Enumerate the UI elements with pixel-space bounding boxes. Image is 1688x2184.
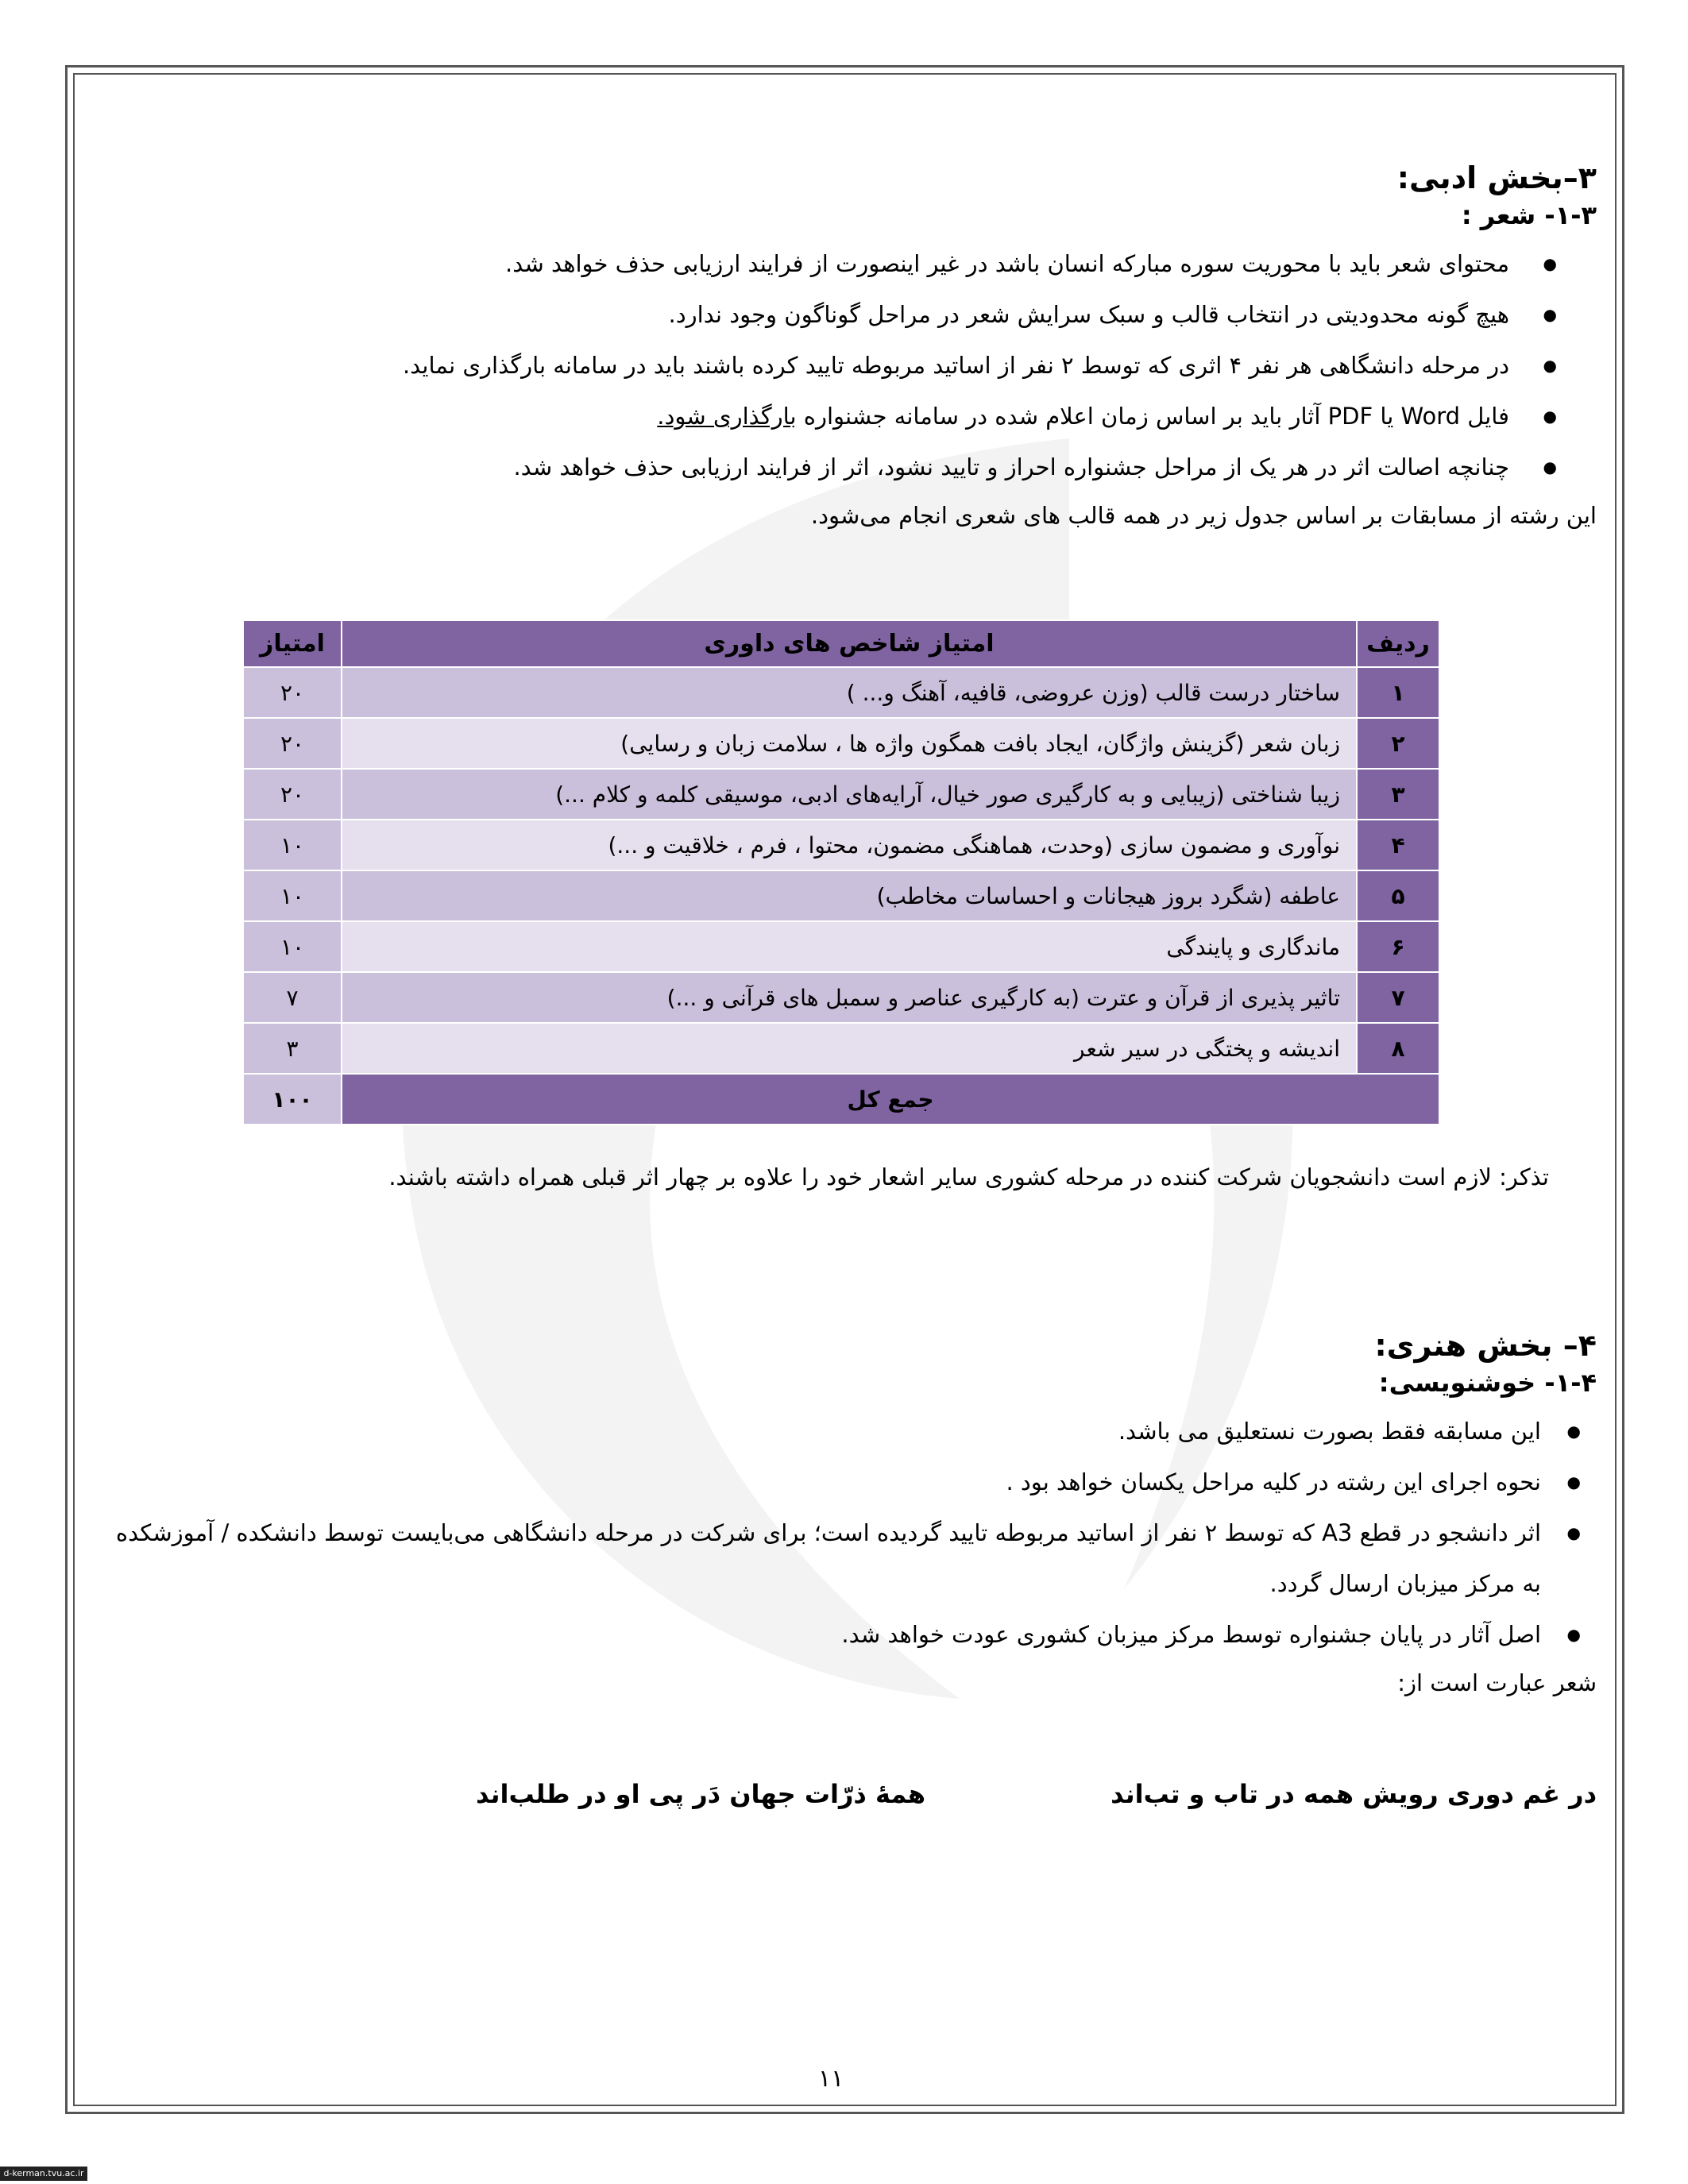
poem-intro: شعر عبارت است از: [1397,1669,1597,1696]
table-row [243,820,1439,870]
row-number: ۸ [1357,1023,1439,1074]
table-row [243,870,1439,921]
row-number: ۴ [1357,820,1439,870]
row-criteria: ماندگاری و پایندگی [342,921,1357,972]
row-number: ۲ [1357,718,1439,769]
verse-left-hemistich: همهٔ ذرّات جهان دَر پی او در طلب‌اند [476,1779,925,1809]
list-item: ● اثر دانشجو در قطع A3 که توسط ۲ نفر از اساتید مربوطه تایید گردیده است؛ برای شرکت در مرحله دانشگاهی می‌بایست توسط دانشکده / آموزشکده به مرکز میزبان ارسال گردد. [111,1507,1541,1609]
table-row [243,667,1439,718]
row-number: ۳ [1357,769,1439,820]
table-header-row [243,620,1439,667]
list-item: ● در مرحله دانشگاهی هر نفر ۴ اثری که توسط ۲ نفر از اساتید مربوطه تایید کرده باشند باید در سامانه بارگذاری نماید. [111,340,1509,391]
page-number: ۱۱ [818,2065,844,2093]
table-row [243,769,1439,820]
row-criteria: عاطفه (شگرد بروز هیجانات و احساسات مخاطب) [342,870,1357,921]
verse-right-hemistich: در غم دوری رویش همه در تاب و تب‌اند [1111,1779,1597,1809]
header-criteria: امتیاز شاخص های داوری [342,620,1357,667]
row-number: ۶ [1357,921,1439,972]
list-item: ● اصل آثار در پایان جشنواره توسط مرکز میزبان کشوری عودت خواهد شد. [111,1609,1541,1660]
note-text: تذکر: لازم است دانشجویان شرکت کننده در مرحله کشوری سایر اشعار خود را علاوه بر چهار اثر قبلی همراه داشته باشند. [388,1163,1549,1190]
poetry-subheading: ۱-۳- شعر : [1461,200,1597,230]
row-score: ۷ [243,972,342,1023]
header-score: امتیاز [243,620,342,667]
total-value: ۱۰۰ [243,1074,342,1125]
site-logo: d-kerman.tvu.ac.ir [0,2167,87,2181]
header-row-number: ردیف [1357,620,1439,667]
row-criteria: ساختار درست قالب (وزن عروضی، قافیه، آهنگ و... ) [342,667,1357,718]
row-score: ۳ [243,1023,342,1074]
calligraphy-rules-list [111,1406,1597,1660]
calligraphy-subheading: ۱-۴- خوشنویسی: [1378,1368,1597,1398]
upload-rule-text: فایل Word یا PDF آثار باید بر اساس زمان اعلام شده در سامانه جشنواره [796,403,1509,430]
row-score: ۲۰ [243,718,342,769]
section-3-heading: ۳–بخش ادبی: [1396,160,1597,195]
table-row [243,1023,1439,1074]
row-criteria: زیبا شناختی (زیبایی و به کارگیری صور خیال، آرایه‌های ادبی، موسیقی کلمه و کلام ...) [342,769,1357,820]
row-number: ۱ [1357,667,1439,718]
table-row [243,718,1439,769]
list-item: ● چنانچه اصالت اثر در هر یک از مراحل جشنواره احراز و تایید نشود، اثر از فرایند ارزیابی حذف خواهد شد. [111,442,1509,492]
row-score: ۲۰ [243,769,342,820]
list-item: ● این مسابقه فقط بصورت نستعلیق می باشد. [111,1406,1541,1457]
row-score: ۲۰ [243,667,342,718]
row-criteria: تاثیر پذیری از قرآن و عترت (به کارگیری عناصر و سمبل های قرآنی و ...) [342,972,1357,1023]
table-total-row [243,1074,1439,1125]
row-number: ۷ [1357,972,1439,1023]
row-score: ۱۰ [243,921,342,972]
upload-link-text: بارگذاری شود. [657,403,797,430]
list-item [111,391,1509,442]
list-item: ● محتوای شعر باید با محوریت سوره مبارکه انسان باشد در غیر اینصورت از فرایند ارزیابی حذف خواهد شد. [111,238,1509,289]
total-label: جمع کل [342,1074,1439,1125]
row-criteria: زبان شعر (گزینش واژگان، ایجاد بافت همگون واژه ها ، سلامت زبان و رسایی) [342,718,1357,769]
scoring-table [242,619,1440,1125]
poetry-rules-list [111,238,1597,492]
row-criteria: اندیشه و پختگی در سیر شعر [342,1023,1357,1074]
table-row [243,921,1439,972]
list-item: ● نحوه اجرای این رشته در کلیه مراحل یکسان خواهد بود . [111,1457,1541,1507]
row-number: ۵ [1357,870,1439,921]
section-3 [111,143,1597,538]
row-score: ۱۰ [243,820,342,870]
table-row [243,972,1439,1023]
section-4-heading: ۴– بخش هنری: [1374,1328,1597,1363]
row-criteria: نوآوری و مضمون سازی (وحدت، هماهنگی مضمون، محتوا ، فرم ، خلاقیت و ...) [342,820,1357,870]
section-4 [111,1310,1597,1706]
list-item: ● هیچ گونه محدودیتی در انتخاب قالب و سبک سرایش شعر در مراحل گوناگون وجود ندارد. [111,289,1509,340]
table-intro: این رشته از مسابقات بر اساس جدول زیر در همه قالب های شعری انجام می‌شود. [810,502,1597,529]
row-score: ۱۰ [243,870,342,921]
